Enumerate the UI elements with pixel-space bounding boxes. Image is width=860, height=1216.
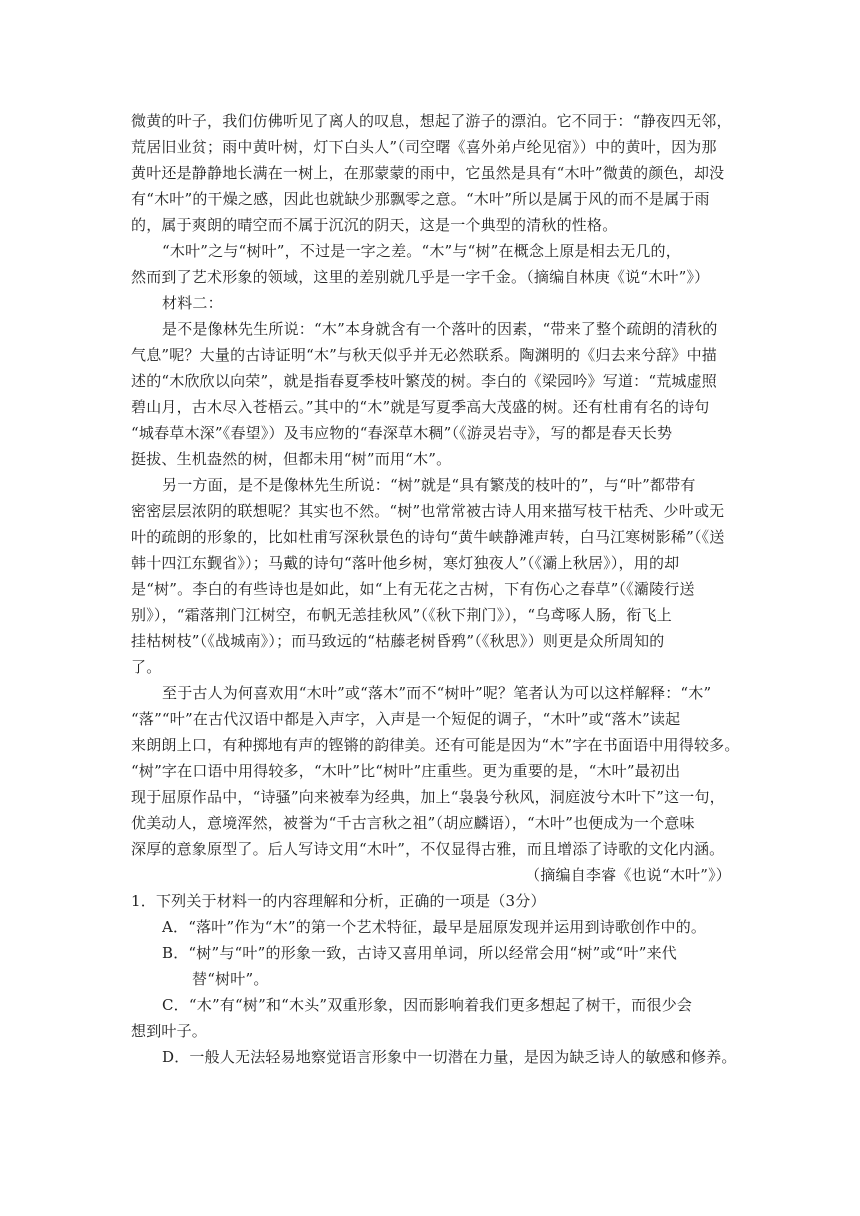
text-line: 挺拔、生机盎然的树，但都未用“树”而用“木”。 [131, 450, 452, 468]
text-line: 叶的疏朗的形象的，比如杜甫写深秋景色的诗句“黄牛峡静滩声转，白马江寒树影稀”（《送 [131, 528, 725, 546]
text-line: 挂枯树枝”（《战城南》）；而马致远的“枯藤老树昏鸦”（《秋思》）则更是众所周知的 [131, 632, 665, 650]
option-a: A．“落叶”作为“木”的第一个艺术特征，最早是屈原发现并运用到诗歌创作中的。 [162, 918, 707, 936]
text-line: 然而到了艺术形象的领域，这里的差别就几乎是一字千金。（摘编自林庚《说“木叶”》） [131, 268, 710, 286]
text-line: “树”字在口语中用得较多，“木叶”比“树叶”庄重些。更为重要的是，“木叶”最初出 [131, 762, 681, 780]
question-stem: 1．下列关于材料一的内容理解和分析，正确的一项是（3分） [131, 892, 546, 910]
text-line: 气息”呢？大量的古诗证明“木”与秋天似乎并无必然联系。陶渊明的《归去来兮辞》中描 [131, 346, 718, 364]
text-line: 现于屈原作品中，“诗骚”向来被奉为经典，加上“袅袅兮秋风，洞庭波兮木叶下”这一句， [131, 788, 725, 806]
text-line: 黄叶还是静静地长满在一树上，在那蒙蒙的雨中，它虽然是具有“木叶”微黄的颜色，却没 [131, 164, 725, 182]
text-line: 述的“木欣欣以向荣”，就是指春夏季枝叶繁茂的树。李白的《梁园吟》写道：“荒城虚照 [131, 372, 718, 390]
text-line: 另一方面，是不是像林先生所说：“树”就是“具有繁茂的枝叶的”，与“叶”都带有 [162, 476, 696, 494]
source-citation: （摘编自李睿《也说“木叶”》） [525, 866, 731, 884]
text-line: “城春草木深”《春望》）及韦应物的“春深草木稠”（《游灵岩寺》，写的都是春天长势 [131, 424, 673, 442]
text-line: 深厚的意象原型了。后人写诗文用“木叶”，不仅显得古雅，而且增添了诗歌的文化内涵。 [131, 840, 725, 858]
text-line: 是“树”。李白的有些诗也是如此，如“上有无花之古树，下有伤心之春草”（《灞陵行送 [131, 580, 695, 598]
text-line: 碧山月，古木尽入苍梧云。”其中的“木”就是写夏季高大茂盛的树。还有杜甫有名的诗句 [131, 398, 710, 416]
option-c-continued: 想到叶子。 [131, 1022, 208, 1040]
text-line: 密密层层浓阴的联想呢？其实也不然。“树”也常常被古诗人用来描写枝干枯秃、少叶或无 [131, 502, 725, 520]
text-line: 是不是像林先生所说：“木”本身就含有一个落叶的因素，“带来了整个疏朗的清秋的 [162, 320, 718, 338]
option-d: D．一般人无法轻易地察觉语言形象中一切潜在力量，是因为缺乏诗人的敏感和修养。 [162, 1048, 737, 1066]
text-line: 韩十四江东觐省》）；马戴的诗句“落叶他乡树，寒灯独夜人”（《灞上秋居》），用的却 [131, 554, 680, 572]
text-line: 微黄的叶子，我们仿佛听见了离人的叹息，想起了游子的漂泊。它不同于：“静夜四无邻， [131, 112, 732, 130]
option-b: B．“树”与“叶”的形象一致，古诗又喜用单词，所以经常会用“树”或“叶”来代 [162, 944, 677, 962]
option-c: C．“木”有“树”和“木头”双重形象，因而影响着我们更多想起了树干，而很少会 [162, 996, 693, 1014]
text-line: “木叶”之与“树叶”，不过是一字之差。“木”与“树”在概念上原是相去无几的， [162, 242, 681, 260]
text-line: 优美动人，意境浑然，被誉为“千古言秋之祖”（胡应麟语），“木叶”也便成为一个意味 [131, 814, 695, 832]
text-line: “落”“叶”在古代汉语中都是入声字，入声是一个短促的调子，“木叶”或“落木”读起 [131, 710, 681, 728]
section-heading: 材料二： [162, 294, 223, 312]
text-line: 的，属于爽朗的晴空而不属于沉沉的阴天，这是一个典型的清秋的性格。 [131, 216, 618, 234]
text-line: 别》），“霜落荆门江树空，布帆无恙挂秋风”（《秋下荆门》），“乌鸢啄人肠，衔飞上 [131, 606, 673, 624]
text-line: 了。 [131, 658, 162, 676]
text-line: 来朗朗上口，有种掷地有声的铿锵的韵律美。还有可能是因为“木”字在书面语中用得较多。 [131, 736, 740, 754]
text-line: 至于古人为何喜欢用“木叶”或“落木”而不“树叶”呢？笔者认为可以这样解释：“木” [162, 684, 712, 702]
option-b-continued: 替“树叶”。 [192, 970, 269, 988]
text-line: 荒居旧业贫；雨中黄叶树，灯下白头人”（司空曙《喜外弟卢纶见宿》）中的黄叶，因为那 [131, 138, 717, 156]
text-line: 有“木叶”的干燥之感，因此也就缺少那飘零之意。“木叶”所以是属于风的而不是属于雨 [131, 190, 710, 208]
